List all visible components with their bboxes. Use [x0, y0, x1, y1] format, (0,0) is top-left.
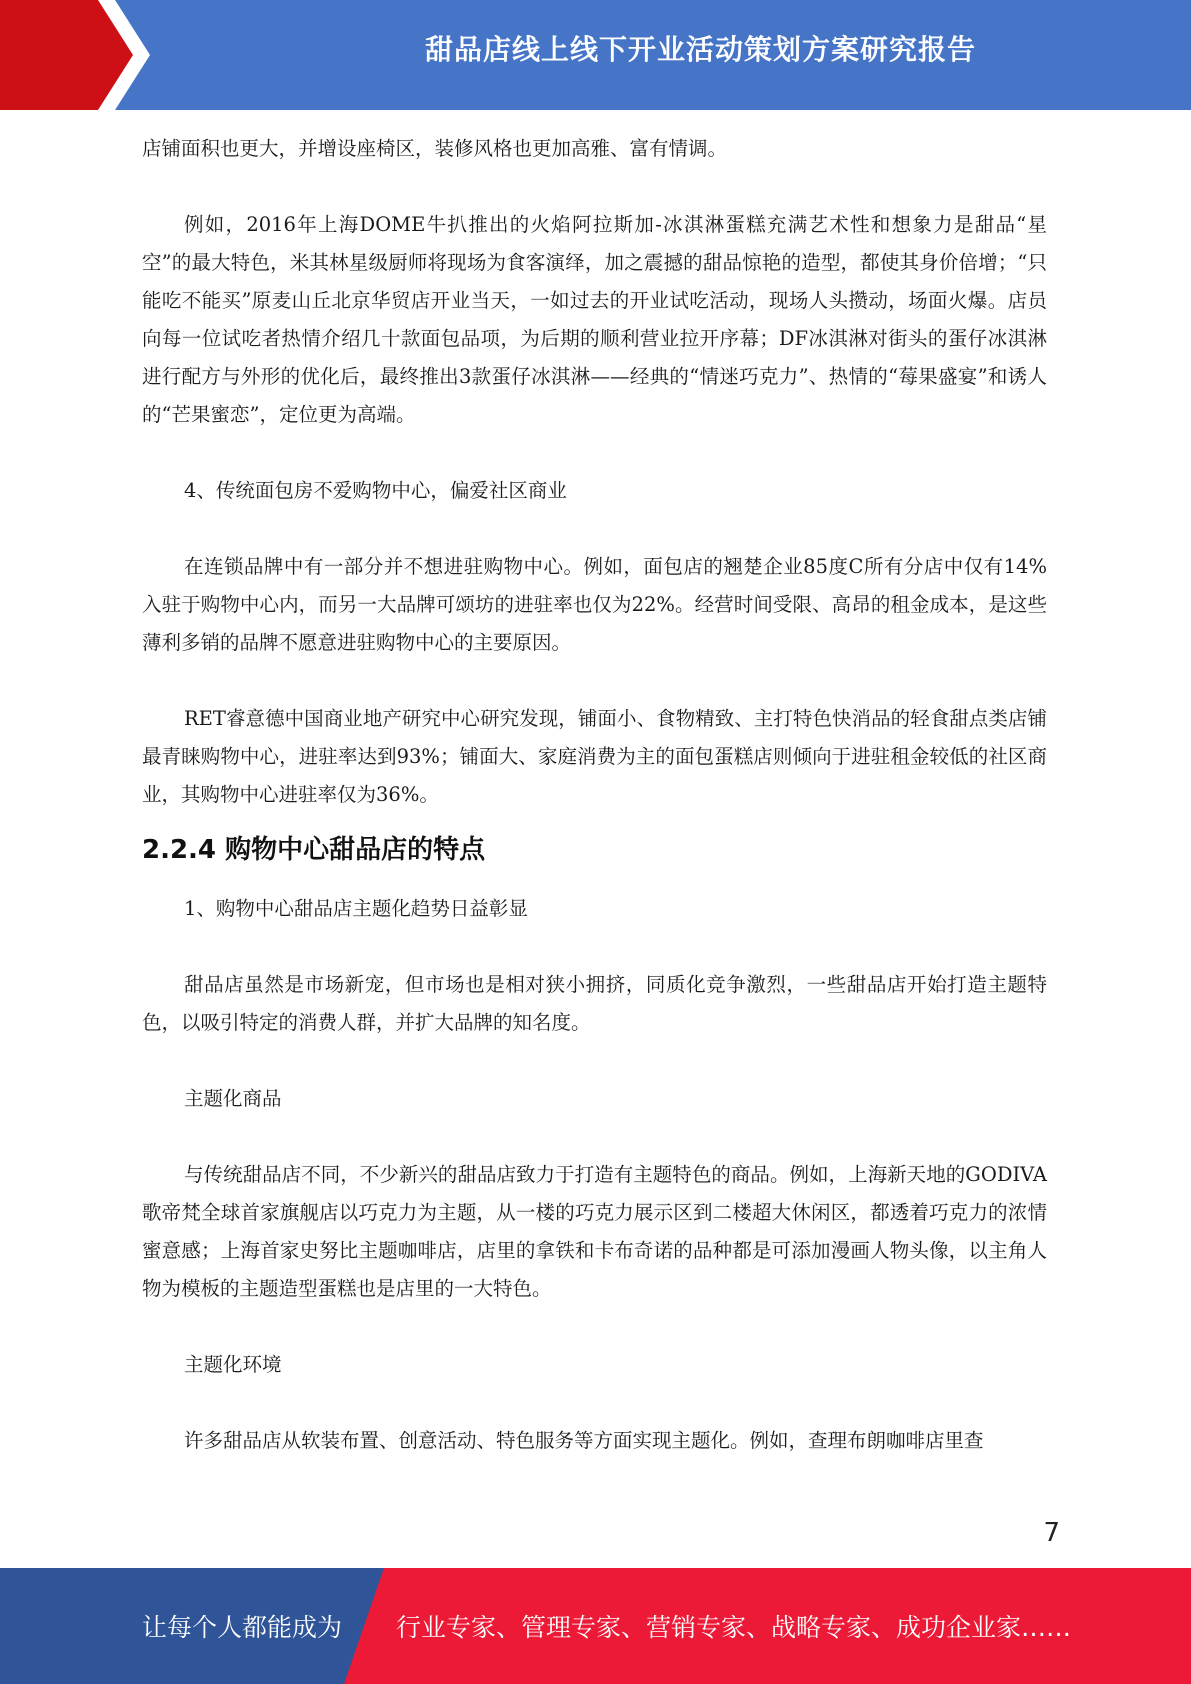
paragraph: 在连锁品牌中有一部分并不想进驻购物中心。例如，面包店的翘楚企业85度C所有分店中仅有14%入驻于购物中心内，而另一大品牌可颂坊的进驻率也仅为22%。经营时间受限、高昂的租金成本，是这些薄利多销的品牌不愿意进驻购物中心的主要原因。 — [142, 555, 1047, 654]
paragraph: RET睿意德中国商业地产研究中心研究发现，铺面小、食物精致、主打特色快消品的轻食甜点类店铺最青睐购物中心，进驻率达到93%；铺面大、家庭消费为主的面包蛋糕店则倾向于进驻租金较低的社区商业，其购物中心进驻率仅为36%。 — [142, 707, 1047, 806]
subsection-label: 4、传统面包房不爱购物中心，偏爱社区商业 — [184, 479, 567, 502]
subsection-label: 1、购物中心甜品店主题化趋势日益彰显 — [184, 897, 528, 920]
section-heading: 2.2.4 购物中心甜品店的特点 — [142, 835, 486, 865]
paragraph: 店铺面积也更大，并增设座椅区，装修风格也更加高雅、富有情调。 — [142, 137, 728, 160]
page-number: 7 — [1043, 1518, 1060, 1548]
footer-slogan-left: 让每个人都能成为 — [142, 1613, 343, 1642]
page-header — [0, 0, 1191, 110]
subsection-label: 主题化环境 — [184, 1353, 282, 1376]
document-title: 甜品店线上线下开业活动策划方案研究报告 — [424, 33, 976, 66]
subsection-label: 主题化商品 — [184, 1087, 282, 1110]
paragraph: 许多甜品店从软装布置、创意活动、特色服务等方面实现主题化。例如，查理布朗咖啡店里查 — [184, 1429, 984, 1452]
page-content — [142, 130, 1047, 1460]
paragraph: 例如，2016年上海DOME牛扒推出的火焰阿拉斯加-冰淇淋蛋糕充满艺术性和想象力是甜品“星空”的最大特色，米其林星级厨师将现场为食客演绎，加之震撼的甜品惊艳的造型，都使其身价倍增；“只能吃不能买”原麦山丘北京华贸店开业当天，一如过去的开业试吃活动，现场人头攒动，场面火爆。店员向每一位试吃者热情介绍几十款面包品项，为后期的顺利营业拉开序幕；DF冰淇淋对街头的蛋仔冰淇淋进行配方与外形的优化后，最终推出3款蛋仔冰淇淋——经典的“情迷巧克力”、热情的“莓果盛宴”和诱人的“芒果蜜恋”，定位更为高端。 — [142, 213, 1047, 426]
page-footer — [0, 1568, 1191, 1684]
paragraph: 甜品店虽然是市场新宠，但市场也是相对狭小拥挤，同质化竞争激烈，一些甜品店开始打造主题特色，以吸引特定的消费人群，并扩大品牌的知名度。 — [142, 973, 1047, 1034]
footer-slogan-right: 行业专家、管理专家、营销专家、战略专家、成功企业家…… — [396, 1613, 1072, 1642]
paragraph: 与传统甜品店不同，不少新兴的甜品店致力于打造有主题特色的商品。例如，上海新天地的GODIVA歌帝梵全球首家旗舰店以巧克力为主题，从一楼的巧克力展示区到二楼超大休闲区，都透着巧克力的浓情蜜意感；上海首家史努比主题咖啡店，店里的拿铁和卡布奇诺的品种都是可添加漫画人物头像，以主角人物为模板的主题造型蛋糕也是店里的一大特色。 — [142, 1163, 1047, 1300]
